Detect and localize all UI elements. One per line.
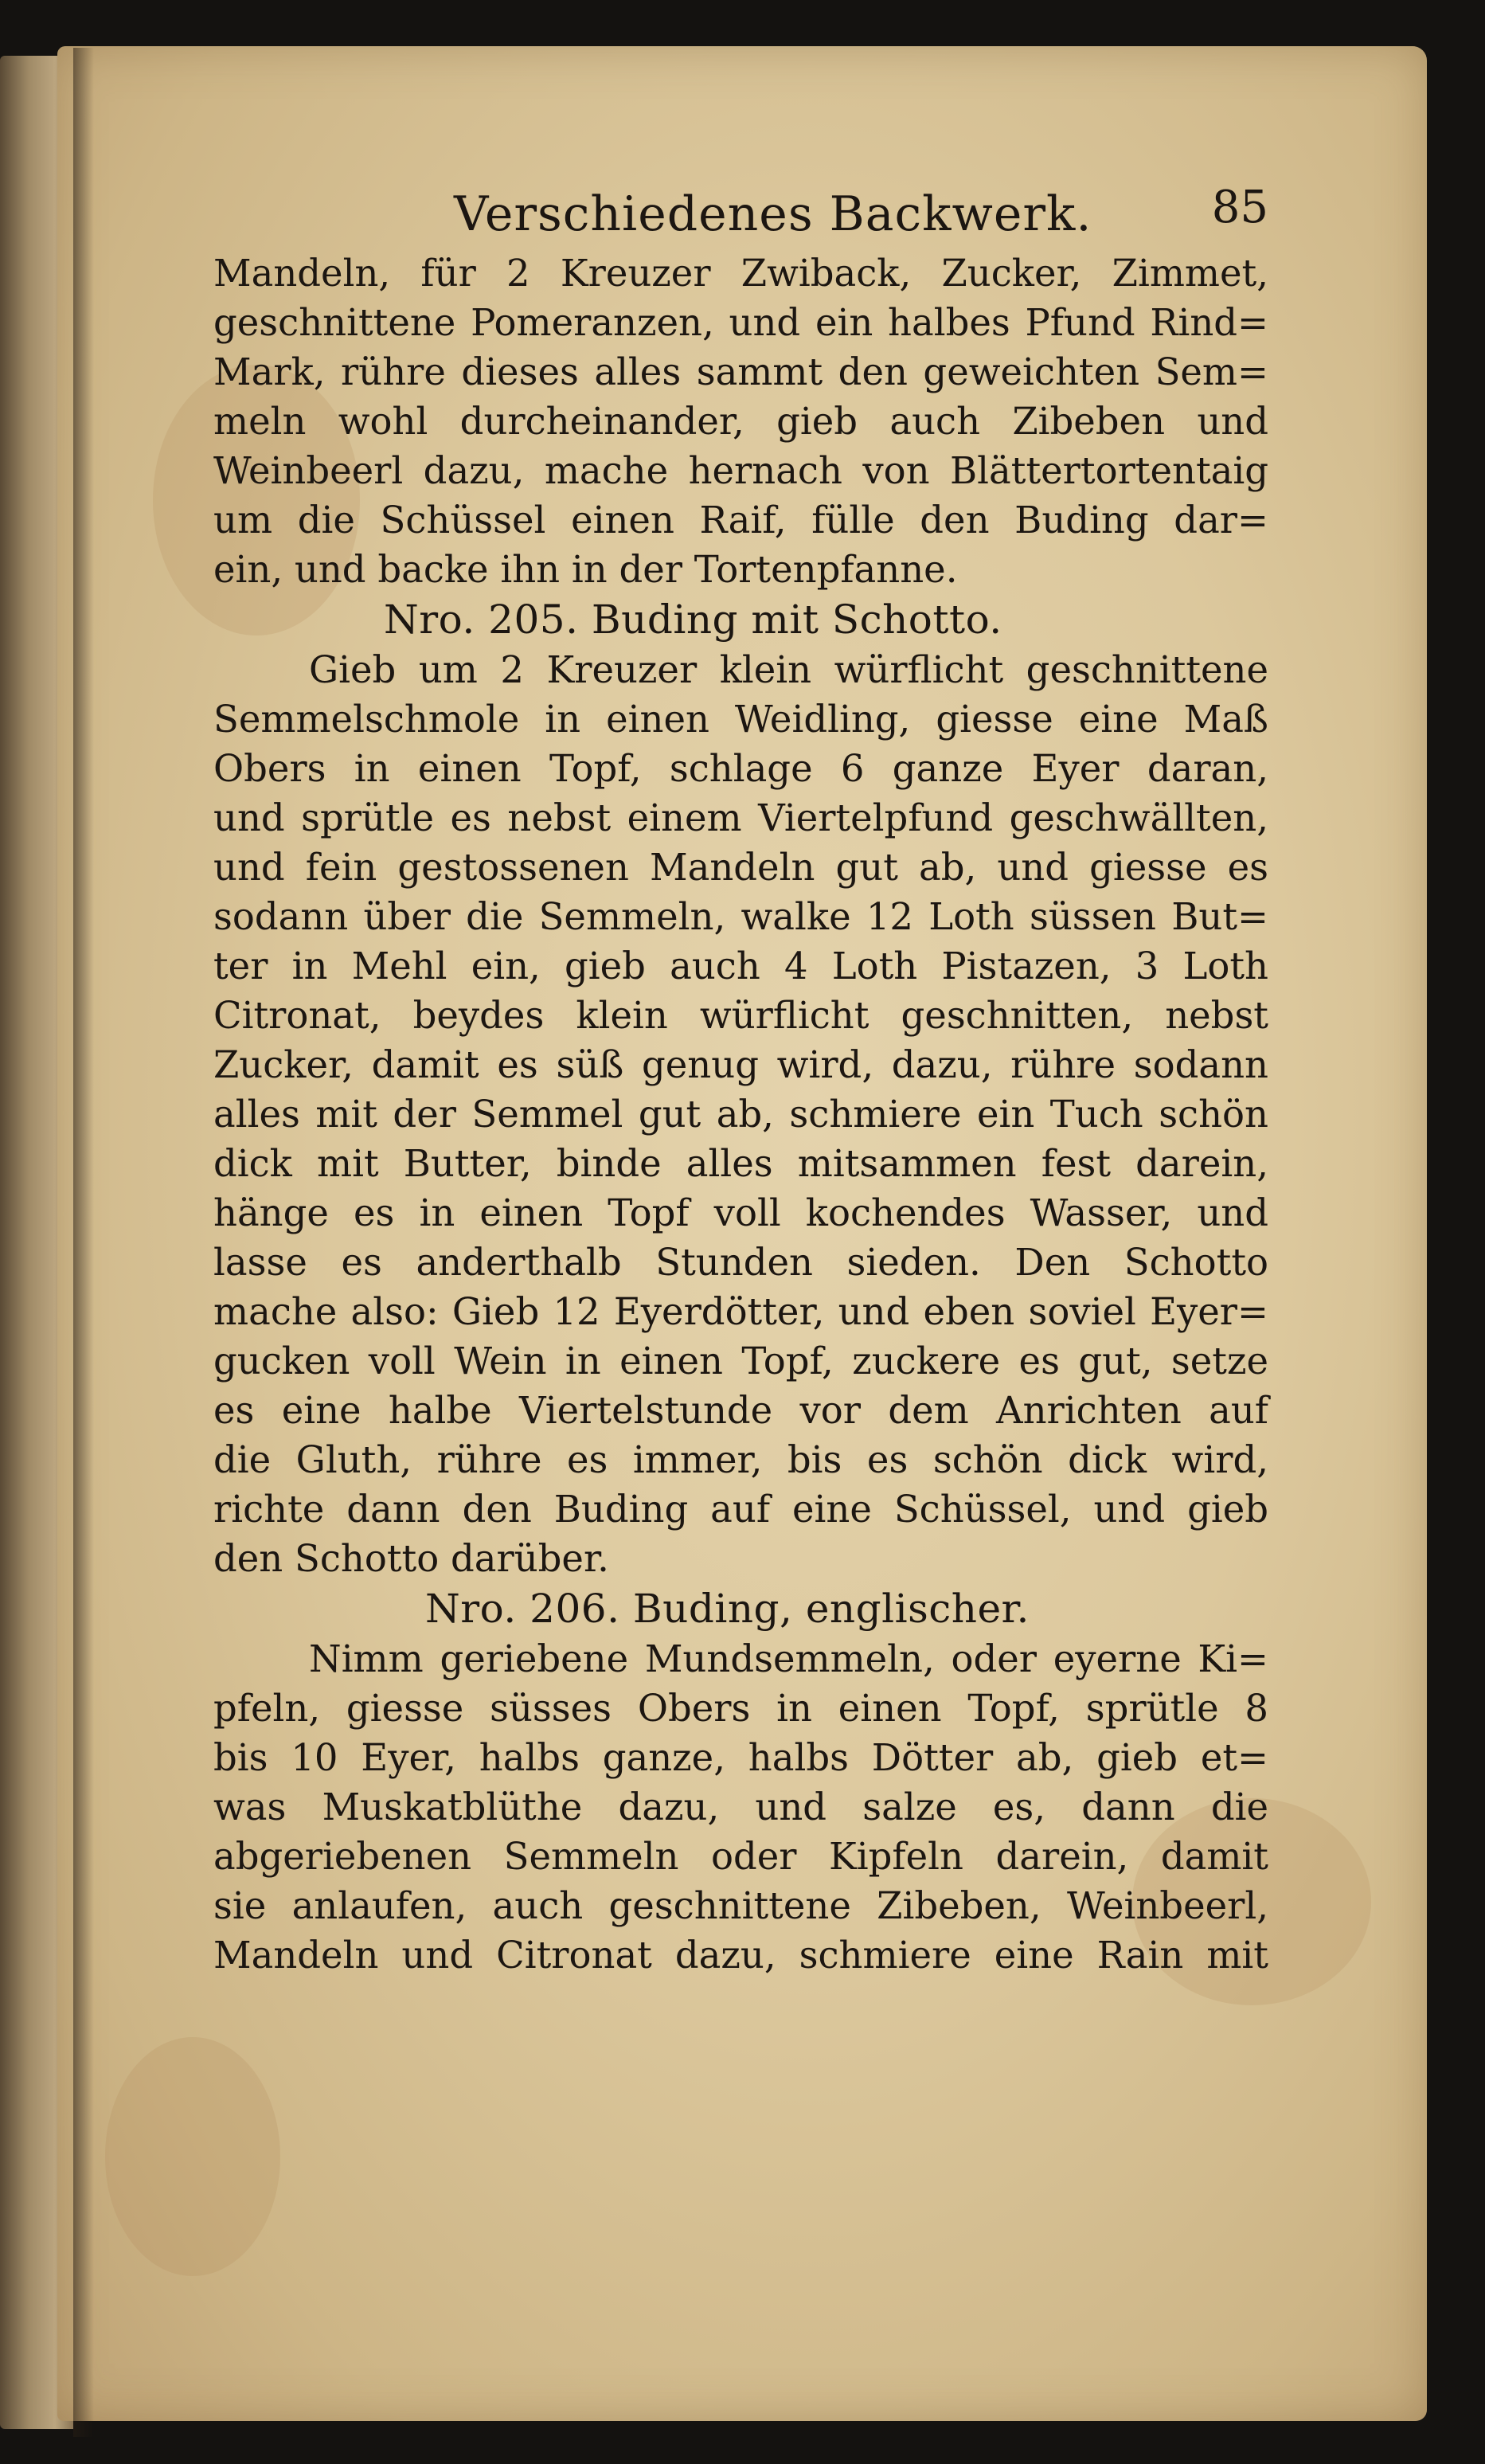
text-line: den Schotto darüber. <box>213 1537 609 1580</box>
text-line: lasse es anderthalb Stunden sieden. Den Schotto <box>213 1241 1268 1284</box>
text-line: Zucker, damit es süß genug wird, dazu, rühre sodann <box>213 1043 1268 1086</box>
text-line: und fein gestossenen Mandeln gut ab, und giesse es <box>213 846 1268 889</box>
text-line: und sprütle es nebst einem Viertelpfund geschwällten, <box>213 796 1268 839</box>
running-title: Verschiedenes Backwerk. <box>454 186 1092 242</box>
recipe-heading: Nro. 205. Buding mit Schotto. <box>384 596 1002 643</box>
text-line: Semmelschmole in einen Weidling, giesse eine Maß <box>213 698 1268 741</box>
text-line: Gieb um 2 Kreuzer klein würflicht geschnittene <box>309 648 1268 691</box>
text-line: meln wohl durcheinander, gieb auch Zibeben und <box>213 400 1268 443</box>
text-line: richte dann den Buding auf eine Schüssel, und gieb <box>213 1488 1268 1531</box>
page-text <box>213 177 1268 1980</box>
text-line: sie anlaufen, auch geschnittene Zibeben, Weinbeerl, <box>213 1884 1268 1927</box>
text-line: Mark, rühre dieses alles sammt den geweichten Sem= <box>213 350 1268 393</box>
text-line: mache also: Gieb 12 Eyerdötter, und eben soviel Eyer= <box>213 1290 1268 1333</box>
text-line: abgeriebenen Semmeln oder Kipfeln darein, damit <box>213 1835 1268 1878</box>
recipe-heading: Nro. 206. Buding, englischer. <box>425 1586 1030 1632</box>
text-line: ein, und backe ihn in der Tortenpfanne. <box>213 548 958 591</box>
text-line: alles mit der Semmel gut ab, schmiere ein Tuch schön <box>213 1093 1268 1136</box>
text-line: hänge es in einen Topf voll kochendes Wasser, und <box>213 1191 1268 1234</box>
text-line: Mandeln und Citronat dazu, schmiere eine Rain mit <box>213 1934 1268 1977</box>
paragraph-intro <box>213 248 1268 594</box>
text-line: was Muskatblüthe dazu, und salze es, dann die <box>213 1785 1268 1828</box>
text-line: Nimm geriebene Mundsemmeln, oder eyerne Ki= <box>309 1637 1268 1680</box>
gutter-shadow <box>73 48 94 2437</box>
text-line: ter in Mehl ein, gieb auch 4 Loth Pistazen, 3 Loth <box>213 945 1268 988</box>
text-line: sodann über die Semmeln, walke 12 Loth süssen But= <box>213 895 1268 938</box>
running-head <box>213 177 1268 248</box>
text-line: Mandeln, für 2 Kreuzer Zwiback, Zucker, Zimmet, <box>213 252 1268 295</box>
text-line: dick mit Butter, binde alles mitsammen fest darein, <box>213 1142 1268 1185</box>
recipe-206 <box>213 1583 1268 1980</box>
text-line: gucken voll Wein in einen Topf, zuckere es gut, setze <box>213 1340 1268 1383</box>
recipe-205 <box>213 594 1268 1583</box>
text-line: um die Schüssel einen Raif, fülle den Buding dar= <box>213 499 1268 542</box>
text-line: geschnittene Pomeranzen, und ein halbes Pfund Rind= <box>213 301 1268 344</box>
text-line: die Gluth, rühre es immer, bis es schön dick wird, <box>213 1438 1268 1481</box>
text-line: Citronat, beydes klein würflicht geschnitten, nebst <box>213 994 1268 1037</box>
page-number: 85 <box>1211 182 1268 233</box>
text-line: bis 10 Eyer, halbs ganze, halbs Dötter ab, gieb et= <box>213 1736 1268 1779</box>
text-line: Weinbeerl dazu, mache hernach von Blättertortentaig <box>213 449 1268 492</box>
text-line: pfeln, giesse süsses Obers in einen Topf, sprütle 8 <box>213 1687 1268 1730</box>
text-line: Obers in einen Topf, schlage 6 ganze Eyer daran, <box>213 747 1268 790</box>
text-line: es eine halbe Viertelstunde vor dem Anrichten auf <box>213 1389 1268 1432</box>
